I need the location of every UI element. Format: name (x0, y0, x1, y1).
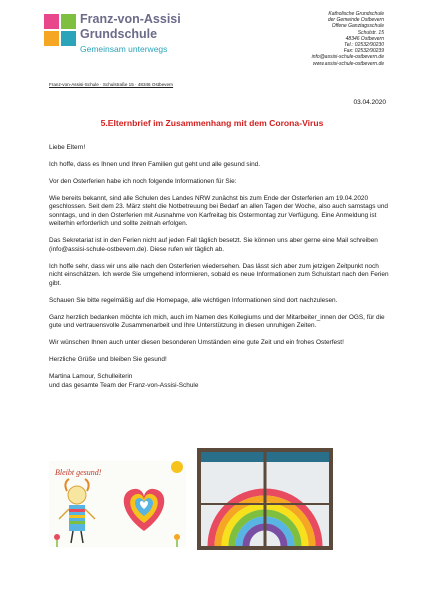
child-drawing-illustration (49, 461, 186, 547)
child-drawing-image (49, 461, 186, 547)
school-logo-icon (44, 14, 78, 48)
school-name (80, 12, 230, 55)
signature-team: und das gesamte Team der Franz-von-Assisi-Schule (49, 381, 199, 389)
contact-email: info@assisi-schule-ostbevern.de (311, 54, 384, 61)
contact-block (312, 11, 384, 67)
closing: Herzliche Grüße und bleiben Sie gesund! (49, 356, 167, 364)
body-paragraph: Schauen Sie bitte regelmäßig auf die Homepage, alle wichtigen Informationen sind dort nachzulesen. (49, 296, 338, 304)
body-paragraph: Wir wünschen Ihnen auch unter diesen besonderen Umständen eine gute Zeit und ein frohes Osterfest! (49, 339, 344, 347)
signature-name: Martina Lamour, Schulleiterin (49, 373, 133, 381)
body-paragraph: Ganz herzlich bedanken möchte ich mich, auch im Namen des Kollegiums und der Mitarbeiter_innen der OGS, für die gute und vertrauensvolle Zusammenarbeit und Ihre Unterstützung in diesen unruhigen Zeiten. (49, 313, 385, 330)
drawing-caption: Bleibt gesund! (55, 468, 102, 477)
letter-body (49, 144, 389, 390)
school-name-line2: Grundschule (80, 27, 158, 41)
rainbow-window-illustration (197, 448, 333, 550)
body-paragraph: Ich hoffe sehr, dass wir uns alle nach den Osterferien wiedersehen. Das lässt sich aber zum jetzigen Zeitpunkt noch nicht einschätzen. Ich werde Sie umgehend informieren, sobald es neue Informationen zum Schulstart nach den Ferien gibt. (49, 262, 389, 288)
body-paragraph: Vor den Osterferien habe ich noch folgende Informationen für Sie: (49, 177, 237, 185)
contact-line: Fax: 02532/90239 (343, 48, 384, 55)
sender-address-line: Franz-von-Assisi-Schule · Schulstraße 15 · 48346 Ostbevern (49, 82, 174, 87)
greeting: Liebe Eltern! (49, 144, 86, 151)
contact-line: Tel.: 02532/90230 (344, 42, 384, 49)
letter-title: 5.Elternbrief im Zusammenhang mit dem Corona-Virus (100, 118, 324, 128)
contact-website: www.assisi-schule-ostbevern.de (312, 60, 384, 67)
contact-line: Katholische Grundschule (328, 11, 384, 17)
rainbow-window-image (197, 448, 333, 550)
contact-line: Schulstr. 15 (357, 29, 384, 36)
body-paragraph: Das Sekretariat ist in den Ferien nicht auf jeden Fall täglich besetzt. Sie können uns aber gerne eine Mail schreiben (info@assisi-schule-ostbevern.de). Diese rufen wir täglich ab. (49, 237, 378, 253)
body-paragraph: Ich hoffe, dass es Ihnen und Ihren Familien gut geht und alle gesund sind. (49, 160, 261, 168)
school-tagline: Gemeinsam unterwegs (80, 44, 168, 54)
school-name-line1: Franz-von-Assisi (80, 12, 181, 26)
letter-date: 03.04.2020 (353, 99, 386, 106)
contact-line: 48346 Ostbevern (345, 35, 384, 42)
contact-line: der Gemeinde Ostbevern (327, 17, 384, 24)
body-paragraph: Wie bereits bekannt, sind alle Schulen des Landes NRW zunächst bis zum Ende der Osterferien am 19.04.2020 geschlossen. Seit dem 23. März steht die Notbetreuung bei Bedarf an allen Tagen der Woche, also auch samstags und sonntags, und in den Osterferien mit Ausnahme von Karfreitag bis Ostermontag zur Verfügung. Eine Anmeldung ist weiterhin erforderlich und sollte zeitnah erfolgen. (49, 194, 389, 228)
contact-line: Offene Ganztagsschule (331, 23, 384, 30)
